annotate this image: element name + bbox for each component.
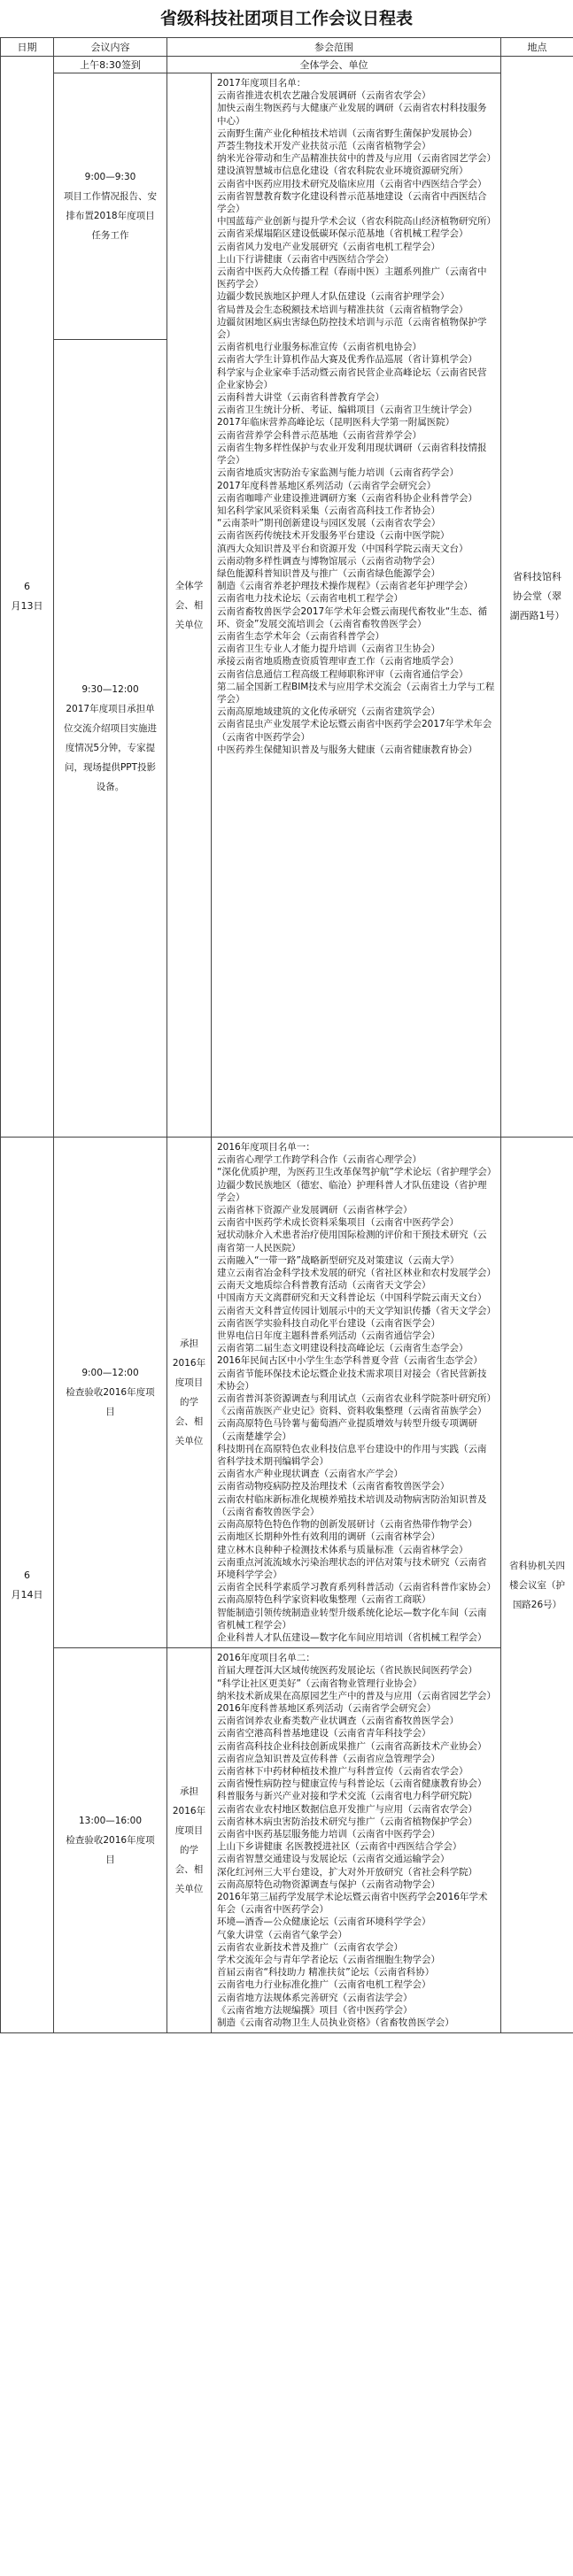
project-item: 边疆贫困地区病虫害绿色防控技术培训与示范（云南省植物保护学会） [217, 316, 487, 341]
project-item: 首届云南省“科技助力 精准扶贫”论坛（云南省科协） [217, 1967, 435, 1978]
project-item: 云南省空港高科普基地建设（云南省青年科技学会） [217, 1728, 431, 1739]
project-item: 云南省林木病虫害防治技术研究与推广（云南省植物保护学会） [217, 1816, 477, 1827]
day2-date: 6 月14日 [1, 1138, 54, 2033]
project-item: 云南省风力发电产业发展研究（云南省电机工程学会） [217, 241, 440, 252]
day2-list1-head: 2016年度项目名单一： [217, 1142, 315, 1153]
project-item: 承接云南省地质勘查资质管理审查工作（云南省地质学会） [217, 656, 459, 667]
project-item: 云南野生菌产业化种植技术培训（云南省野生菌保护发展协会） [217, 127, 477, 139]
project-item: 云南省农业农村地区数据信息开发推广与应用（云南省农学会） [217, 1803, 477, 1815]
project-item: 建设滇智慧城市信息化建设（省农科院农业环境资源研究所） [217, 166, 468, 177]
project-item: 云南省动物疫病防控及治理技术（云南省畜牧兽医学会） [217, 1481, 450, 1492]
project-item: 云南省慢性病防控与健康宣传与科普论坛（云南省健康教育协会） [217, 1778, 487, 1790]
project-item: 中医药养生保健知识普及与服务大健康（云南省健康教育协会） [217, 744, 477, 755]
day2-session2: 13:00—16:00 检查验收2016年度项目 [54, 1648, 167, 2033]
project-item: 制造《云南省动物卫生人员执业资格》（省畜牧兽医学会） [217, 2017, 454, 2029]
project-item: 2016年民间古区中小学生生态学科普夏令营（云南省生态学会） [217, 1355, 483, 1367]
day2-project-list-1 [212, 1138, 501, 1648]
project-item: 云南高原特色科学家资料收集整理（云南省工商联） [217, 1594, 431, 1606]
project-item: 云南省第二届生态文明建设科技高峰论坛（云南省生态学会） [217, 1343, 468, 1354]
project-item: 智能制造引领传统制造业转型升级系统化论坛—数字化车间（云南省机械工程学会） [217, 1607, 487, 1631]
header-date: 日期 [1, 38, 54, 57]
project-item: 云南重点河流流域水污染治理状态的评估对策与技术研究（云南省环境科学学会） [217, 1556, 487, 1580]
schedule-table [0, 37, 573, 2033]
project-item: 科学家与企业家牵手活动暨云南省民营企业高峰论坛（云南省民营企业家协会） [217, 366, 487, 390]
project-item: “云南茶叶”期刊创新建设与园区发展（云南省农学会） [217, 518, 441, 529]
project-item: 云南省采煤塌陷区建设低碳环保示范基地（省机械工程学会） [217, 228, 468, 240]
day1-scope: 全体学会、相关单位 [167, 73, 212, 1138]
day2-session1-row [1, 1138, 573, 1648]
project-item: 云南省医药传统技术开发服务平台建设（云南中医学院） [217, 530, 450, 542]
project-item: 纳米光谷带动和生产品精准扶贫中的普及与应用（云南省园艺学会） [217, 153, 496, 165]
project-item: “科学让社区更美好”（云南省物业管理行业协会） [217, 1677, 422, 1689]
project-item: 云南省生物多样性保护与农业开发利用现状调研（云南省科技情报学会） [217, 442, 487, 467]
project-item: 芦荟生物技术开发产业扶贫示范（云南省植物学会） [217, 141, 431, 152]
project-item: 云南省医学实验科技自动化平台建设（云南省医学会） [217, 1317, 440, 1329]
project-item: 2016年度科普基地区系列活动（云南省学会研究会） [217, 1702, 437, 1714]
project-item: 学术交流年会与青年学者论坛（云南省细胞生物学会） [217, 1955, 440, 1965]
day1-location: 省科技馆科协会堂（翠湖西路1号） [501, 57, 573, 1138]
day1-session2: 9:30—12:00 2017年度项目承担单位交流介绍项目实施进度情况5分钟，专家提问，现场提供PPT投影设备。 [54, 340, 167, 1138]
day1-project-list [212, 73, 501, 1138]
project-item: 云南省信息通信工程高级工程师职称评审（云南省通信学会） [217, 668, 468, 680]
day1-date: 6 月13日 [1, 57, 54, 1138]
project-item: 云南省中医药基层服务能力培训（云南省中医药学会） [217, 1828, 440, 1839]
project-item: 加快云南生物医药与大健康产业发展的调研（云南省农村科技服务中心） [217, 103, 487, 127]
project-item: 云南农村临床新标准化规模养殖技术培训及动物病害防治知识普及（云南省畜牧兽医学会） [217, 1493, 487, 1517]
project-item: 云南省卫生统计分析、考证、编辑项目（云南省卫生统计学会） [217, 405, 477, 416]
project-item: 中国蓝莓产业创新与提升学术会议（省农科院高山经济植物研究所） [217, 216, 496, 228]
day2-list2-items [217, 1664, 495, 2029]
project-item: 云南高原特色动物资源调查与保护（云南省动物学会） [217, 1878, 440, 1890]
project-item: 科技期刊在高原特色农业科技信息平台建设中的作用与实践（云南省科学技术期刊编辑学会） [217, 1443, 487, 1468]
project-item: 云南省林下中药材种植技术推广与科普宣传（云南省农学会） [217, 1765, 468, 1777]
header-content: 会议内容 [54, 38, 167, 57]
project-item: 云南高原特色马铃薯与葡萄酒产业提质增效与转型升级专项调研（云南楚雄学会） [217, 1418, 477, 1442]
project-item: 云南省林下资源产业发展调研（云南省林学会） [217, 1205, 413, 1216]
day1-session1-row [1, 73, 573, 340]
project-item: 云南省应急知识普及宣传科普（云南省应急管理学会） [217, 1753, 440, 1764]
project-item: 2016年第三届药学发展学术论坛暨云南省中医药学会2016年学术年会（云南省中医药学会） [217, 1891, 488, 1916]
project-item: 云南省节能环保技术论坛暨企业技术需求项目对接会（省民营新技术协会） [217, 1368, 487, 1392]
project-item: 云南省心理学工作跨学科合作（云南省心理学会） [217, 1154, 422, 1166]
project-item: 冠状动脉介入术患者治疗使用国际检测的评价和干预技术研究（云南省第一人民医院） [217, 1230, 487, 1253]
day1-checkin-time: 上午8:30签到 [54, 57, 167, 73]
project-item: 环境—酒香—公众健康论坛（云南省环境科学学会） [217, 1917, 431, 1928]
project-item: 气象大讲堂（云南省气象学会） [217, 1929, 347, 1940]
project-item: 云南省智慧教育数字化建设科普示范基地建设（云南省中西医结合学会） [217, 190, 487, 215]
project-item: 云南科普大讲堂（云南省科普教育学会） [217, 392, 384, 404]
project-item: 云南融入“一带一路”战略新型研究及对策建议（云南大学） [217, 1254, 460, 1266]
day2-list2-head: 2016年度项目名单二： [217, 1653, 315, 1664]
project-item: 深化红河州三大平台建设，扩大对外开放研究（省社会科学院） [217, 1866, 477, 1878]
project-item: 云南省营养学会科普示范基地（云南省营养学会） [217, 429, 422, 441]
project-item: 云南省水产种业现状调查（云南省水产学会） [217, 1469, 403, 1480]
project-item: 云南省普洱茶资源调查与利用试点（云南省农业科学院茶叶研究所） [217, 1393, 496, 1405]
header-row [1, 38, 573, 57]
project-item: 云南省全民科学素质学习教育系列科普活动（云南省科普作家协会） [217, 1582, 496, 1593]
day2-list1-items [217, 1153, 495, 1644]
project-item: 建立林木良种种子检测技术体系与质量标准（云南省林学会） [217, 1544, 468, 1555]
project-item: 《云南省地方法规编撰》项目（省中医药学会） [217, 2004, 413, 2016]
project-item: 《云南苗族医产业史记》资料、资料收集整理（云南省苗族学会） [217, 1406, 487, 1417]
project-item: 云南省电力行业标准化推广（云南省电机工程学会） [217, 1979, 431, 1991]
project-item: 建立云南省冶金科学技术发展的研究（省社区林业和农村发展学会） [217, 1268, 496, 1279]
project-item: “深化优质护理，为医药卫生改革保驾护航”学术论坛（省护理学会） [217, 1167, 497, 1178]
project-item: 云南地区长期种外性有效利用的调研（云南省林学会） [217, 1531, 440, 1543]
project-item: 上山下乡讲健康 名医教授进社区（云南省中西医结合学会） [217, 1841, 462, 1853]
project-item: 2017年临床营养高峰论坛（昆明医科大学第一附属医院） [217, 417, 455, 428]
project-item: 云南省农业新技术普及推广（云南省农学会） [217, 1941, 403, 1953]
project-item: 企业科普人才队伍建设—数字化车间应用培训（省机械工程学会） [217, 1631, 487, 1643]
project-item: 制造《云南省养老护理技术操作规程》（云南省老年护理学会） [217, 581, 473, 592]
day1-checkin-scope: 全体学会、单位 [167, 57, 501, 73]
day2-session2-scope: 承担2016年度项目的学会、相关单位 [167, 1648, 212, 2033]
header-location: 地点 [501, 38, 573, 57]
project-item: 世界电信日年度主题科普系列活动（云南省通信学会） [217, 1330, 440, 1342]
project-item: 云南省卫生专业人才能力提升培训（云南省卫生协会） [217, 644, 440, 655]
project-item: 云南省推进农机农艺融合发展调研（云南省农学会） [217, 90, 431, 102]
project-item: 绿色能源科普知识普及与推广（云南省绿色能源学会） [217, 567, 440, 579]
project-item: 云南高原特色特色作物的创新发展研讨（云南省热带作物学会） [217, 1519, 477, 1531]
project-item: 云南省地方法规体系完善研究（云南省法学会） [217, 1992, 413, 2003]
project-item: 云南动物多样性调查与博物馆展示（云南省动物学会） [217, 555, 440, 567]
project-item: 2017年度科普基地区系列活动（云南省学会研究会） [217, 480, 437, 491]
project-item: 边疆少数民族地区（德宏、临沧）护理科普人才队伍建设（省护理学会） [217, 1179, 487, 1203]
project-item: 省局普及会生态税额技术培训与精准扶贫（云南省植物学会） [217, 304, 468, 315]
project-item: 云南省中医药应用技术研究及临床应用（云南省中西医结合学会） [217, 178, 487, 189]
day1-list-head: 2017年度项目名单： [217, 78, 306, 89]
project-item: 知名科学家风采资料采集（云南省高科技工作者协会） [217, 505, 440, 516]
project-item: 云南省电力技术论坛（云南省电机工程学会） [217, 593, 403, 605]
project-item: 云南省高科技企业科技创新成果推广（云南省高新技术产业协会） [217, 1740, 487, 1752]
project-item: 云南省大学生计算机作品大赛及优秀作品巡展（省计算机学会） [217, 354, 477, 366]
project-item: 云南省生态学术年会（云南省科普学会） [217, 630, 384, 642]
project-item: 中国南方天文离群研究和天文科普论坛（中国科学院云南天文台） [217, 1292, 487, 1304]
day2-project-list-2 [212, 1648, 501, 2033]
project-item: 上山下行讲健康（云南省中西医结合学会） [217, 253, 394, 265]
header-participants: 参会范围 [167, 38, 501, 57]
project-item: 云南省昆虫产业发展学术论坛暨云南省中医药学会2017年学术年会（云南省中医药学会） [217, 719, 492, 743]
project-item: 第二届全国新工程BIM技术与应用学术交流会（云南省土力学与工程学会） [217, 681, 495, 705]
day1-list-items [217, 89, 495, 756]
project-item: 边疆少数民族地区护理人才队伍建设（云南省护理学会） [217, 291, 450, 303]
project-item: 滇西大众知识普及平台和资源开发（中国科学院云南天文台） [217, 543, 468, 554]
project-item: 云南省机电行业服务标准宣传（云南省机电协会） [217, 342, 422, 353]
day1-session1: 9:00—9:30 项目工作情况报告、安排布置2018年度项目任务工作 [54, 73, 167, 340]
project-item: 纳米技术新成果在高原园艺生产中的普及与应用（云南省园艺学会） [217, 1690, 496, 1701]
project-item: 云南省中医药学术成长资料采集项目（云南省中医药学会） [217, 1217, 459, 1229]
day2-session1: 9:00—12:00 检查验收2016年度项目 [54, 1138, 167, 1648]
project-item: 首届大理苍洱大区域传统医药发展论坛（省民族民间医药学会） [217, 1665, 477, 1677]
project-item: 云南省中医药大众传播工程（春雨中医）主题系列推广（云南省中医药学会） [217, 266, 487, 290]
project-item: 科普服务与新兴产业对接和学术交流（云南省电力科学研究院） [217, 1791, 477, 1802]
page-title: 省级科技社团项目工作会议日程表 [159, 9, 413, 28]
day2-location: 省科协机关四楼会议室（护国路26号） [501, 1138, 573, 2033]
project-item: 云南高原地域建筑的文化传承研究（云南省建筑学会） [217, 706, 440, 718]
day2-session2-row [1, 1648, 573, 2033]
project-item: 云南天文地质综合科普教育活动（云南省天文学会） [217, 1280, 431, 1292]
project-item: 云南省地质灾害防治专家监测与能力培训（云南省药学会） [217, 467, 459, 479]
project-item: 云南省咖啡产业建设推进调研方案（云南省科协企业科普学会） [217, 492, 477, 504]
project-item: 云南省天文科普宣传园计划展示中的天文学知识传播（省天文学会） [217, 1305, 496, 1316]
day2-session1-scope: 承担2016年度项目的学会、相关单位 [167, 1138, 212, 1648]
project-item: 云南省畜牧兽医学会2017年学术年会暨云南现代畜牧业“生态、循环、资金”发展交流培训会（云南省畜牧兽医学会） [217, 605, 488, 629]
project-item: 云南省智慧交通建设与发展论坛（云南省交通运输学会） [217, 1854, 450, 1865]
day1-checkin-row [1, 57, 573, 73]
project-item: 云南省饲养农业畜类数产业状调查（云南省畜牧兽医学会） [217, 1716, 459, 1727]
